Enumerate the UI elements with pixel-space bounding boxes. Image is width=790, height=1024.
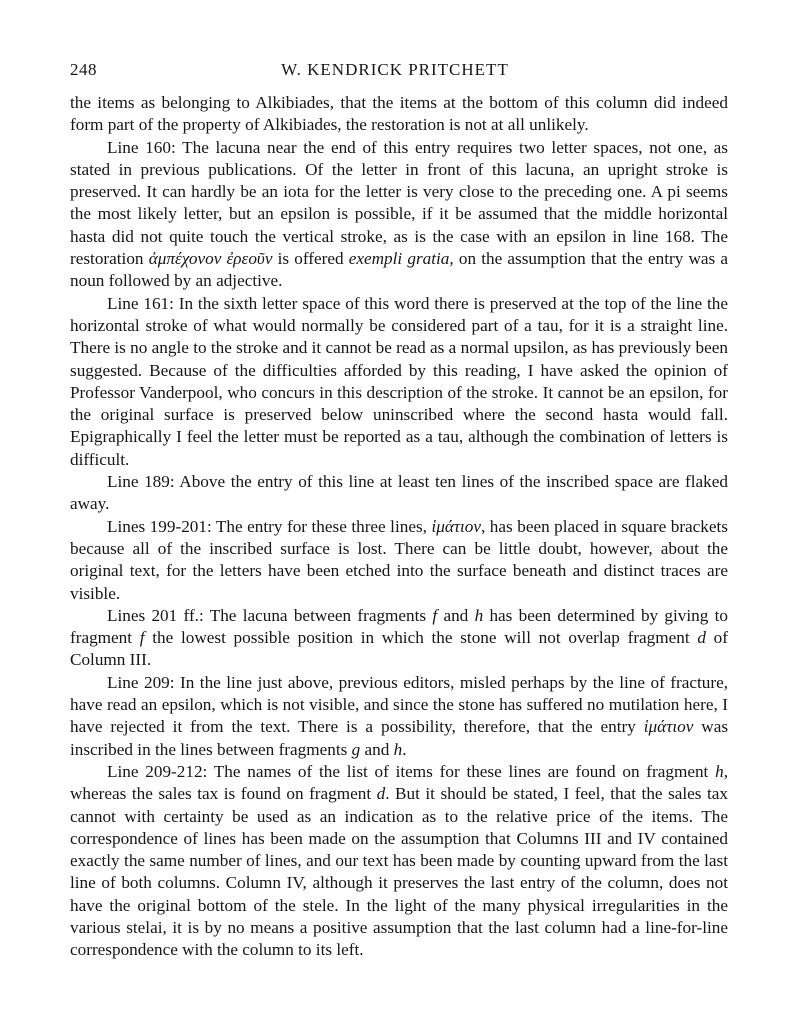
paragraph-line-189 bbox=[70, 471, 728, 516]
fragment-letter: h bbox=[474, 605, 484, 625]
fragment-letter: d bbox=[376, 784, 386, 804]
greek-word: ἱμάτιον bbox=[431, 516, 482, 536]
text-segment: . But it should be stated, I feel, that the sales tax cannot with certainty be used as an indication as to the relative price of the items. The correspondence of lines has been made on the assumption that Columns III and IV contained exactly the same number of lines, and our text has been made by counting upward from the last line of both columns. Column IV, although it preserves the last entry of the column, does not have the original bottom of the stele. In the light of the many physical irregularities in the various stelai, it is by no means a positive assumption that the last column had a line-for-line correspondence with the column to its left. bbox=[70, 784, 728, 960]
text-segment: and bbox=[437, 605, 475, 625]
fragment-letter: f bbox=[139, 628, 145, 648]
text-segment: Line 189: Above the entry of this line at least ten lines of the inscribed space are flaked away. bbox=[70, 472, 728, 514]
greek-restoration: ἀμπέχονον ἐρεοῦν bbox=[148, 249, 273, 269]
text-segment: has been determined by giving to fragment bbox=[70, 605, 728, 648]
paragraph-line-209 bbox=[70, 672, 728, 761]
text-segment: the lowest possible position in which the stone will not overlap fragment bbox=[144, 628, 698, 648]
paragraph-continuation bbox=[70, 92, 728, 137]
fragment-letter: h bbox=[715, 761, 724, 781]
text-segment: Line 160: The lacuna near the end of this entry requires two letter spaces, not one, as stated in previous publications. Of the letter in front of this lacuna, an upright stroke is preserved. It can hardly be an iota for the letter is very close to the preceding one. A pi seems the most likely letter, but an epsilon is possible, if it be assumed that the middle horizontal hasta did not quite touch the vertical stroke, as is the case with an epsilon in line 168. The restoration bbox=[70, 137, 728, 269]
text-segment: of Column III. bbox=[70, 628, 728, 670]
paragraph-line-209-212 bbox=[70, 761, 728, 962]
text-segment: and bbox=[360, 739, 394, 759]
fragment-letter: f bbox=[432, 605, 438, 625]
running-head: W. KENDRICK PRITCHETT bbox=[281, 60, 509, 79]
latin-phrase: exempli gratia, bbox=[348, 249, 454, 269]
body-text bbox=[70, 92, 728, 962]
text-segment: , has been placed in square brackets because all of the inscribed surface is lost. There can be little doubt, however, about the original text, for the letters have been etched into the surface beneath and distinct traces are visible. bbox=[70, 516, 728, 603]
paragraph-lines-199-201 bbox=[70, 516, 728, 605]
greek-word: ἱμάτιον bbox=[643, 717, 694, 737]
page-number: 248 bbox=[70, 60, 97, 79]
text-segment: . bbox=[402, 739, 407, 759]
fragment-letter: g bbox=[351, 739, 361, 759]
text-segment: was inscribed in the lines between fragments bbox=[70, 717, 729, 759]
text-segment: on the assumption that the entry was a noun followed by an adjective. bbox=[70, 249, 728, 291]
paragraph-lines-201-ff bbox=[70, 605, 728, 672]
text-segment: is offered bbox=[272, 249, 349, 269]
page-header bbox=[70, 60, 720, 84]
text-segment: Line 209-212: The names of the list of items for these lines are found on fragment bbox=[107, 761, 716, 781]
text-segment: , whereas the sales tax is found on fragment bbox=[70, 761, 728, 804]
paragraph-line-161 bbox=[70, 293, 728, 471]
text-segment: Lines 201 ff.: The lacuna between fragments bbox=[107, 605, 433, 625]
fragment-letter: h bbox=[393, 739, 403, 759]
text-segment: the items as belonging to Alkibiades, that the items at the bottom of this column did indeed form part of the property of Alkibiades, the restoration is not at all unlikely. bbox=[70, 93, 728, 135]
paragraph-line-160 bbox=[70, 137, 728, 293]
text-segment: Line 209: In the line just above, previous editors, misled perhaps by the line of fracture, have read an epsilon, which is not visible, and since the stone has suffered no mutilation here, I have rejected it from the text. There is a possibility, therefore, that the entry bbox=[70, 672, 728, 737]
fragment-letter: d bbox=[697, 628, 706, 648]
text-segment: Lines 199-201: The entry for these three lines, bbox=[107, 516, 432, 536]
text-segment: Line 161: In the sixth letter space of this word there is preserved at the top of the line the horizontal stroke of what would normally be considered part of a tau, for it is a straight line. There is no angle to the stroke and it cannot be read as a normal upsilon, as has previously been suggested. Because of the difficulties afforded by this reading, I have asked the opinion of Professor Vanderpool, who concurs in this description of the stroke. It cannot be an epsilon, for the original surface is preserved below uninscribed where the second hasta would fall. Epigraphically I feel the letter must be reported as a tau, although the combination of letters is difficult. bbox=[70, 293, 728, 469]
